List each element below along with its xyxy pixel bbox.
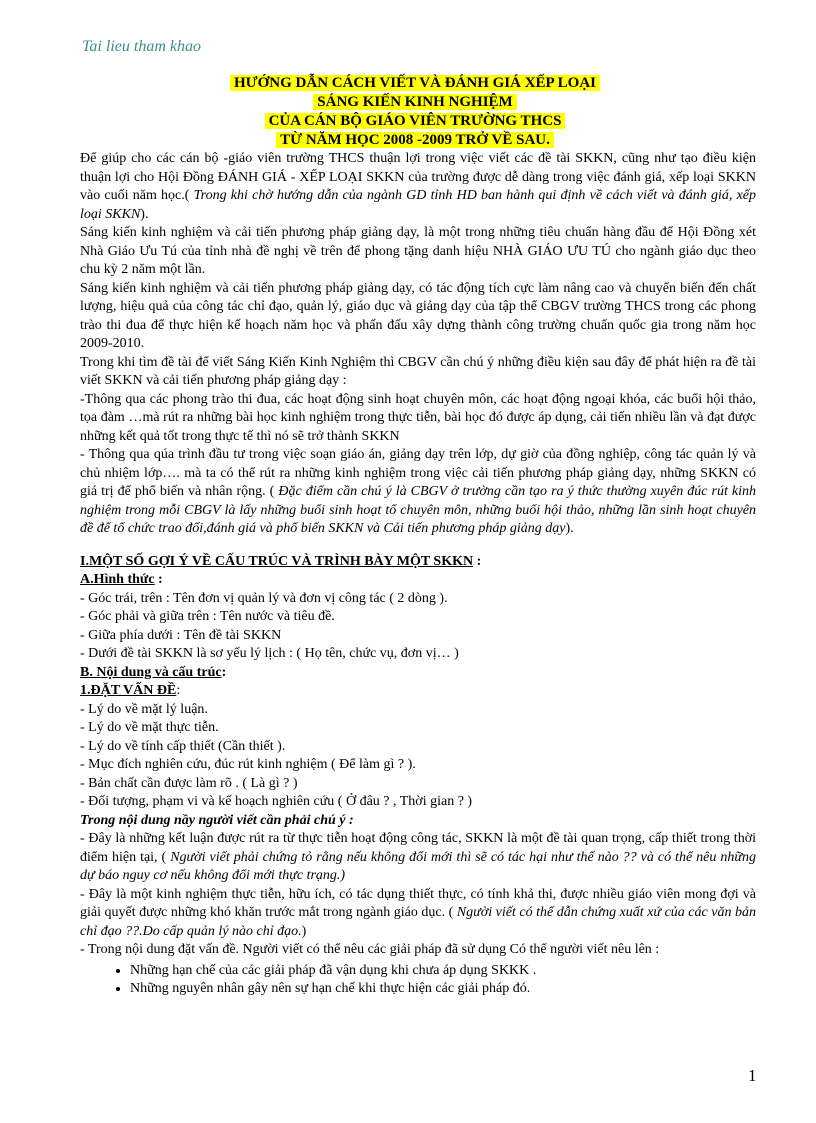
subsection-a-suffix: : — [154, 572, 163, 587]
section-heading-text: I.MỘT SỐ GỢI Ý VỀ CẤU TRÚC VÀ TRÌNH BÀY MỘT SKKN — [80, 553, 474, 569]
list-item: - Đối tượng, phạm vi và kế hoạch nghiên cứu ( Ở đâu ? , Thời gian ? ) — [80, 794, 473, 809]
intro-p6-italic: Đặc điểm cần chú ý là CBGV ở trường cần tạo ra ý thức thường xuyên đúc rút kinh nghiệm trong mỗi CBGV là lấy những buổi sinh hoạt tổ chuyên môn, những buổi hội thảo, những lần sinh hoạt chuyên đề để tổ chức trao đổi,đánh giá và phổ biến SKKN và Cải tiến phương pháp giảng dạy — [80, 484, 756, 536]
bullet-item: • Những nguyên nhân gây nên sự hạn chế khi thực hiện các giải pháp đó. — [130, 980, 756, 999]
list-item: - Mục đích nghiên cứu, đúc rút kinh nghiệm ( Để làm gì ? ). — [80, 757, 416, 772]
subsection-b1-text: 1.ĐẶT VẤN ĐỀ — [80, 683, 177, 698]
intro-paragraph-2: Sáng kiến kinh nghiệm và cải tiến phương pháp giảng dạy, là một trong những tiêu chuẩn hàng đầu để Hội Đồng xét Nhà Giáo Ưu Tú của tỉnh nhà đề nghị về trên để phong tặng danh hiệu NHÀ GIÁO ƯU TÚ cho ngành giáo dục theo chu kỳ 2 năm một lần. — [80, 225, 756, 277]
bullet-list — [80, 962, 756, 999]
list-item: - Lý do về mặt thực tiễn. — [80, 720, 219, 735]
note-paragraph-3: - Trong nội dung đặt vấn đề. Người viết có thể nêu các giải pháp đã sử dụng Có thể người viết nêu lên : — [80, 942, 660, 957]
note2-italic: Người viết có thể dẫn chứng xuất xứ của các văn bản chỉ đạo ??.Do cấp quản lý nào chỉ đạo. — [80, 905, 756, 939]
subsection-a-text: A.Hình thức — [80, 572, 155, 587]
page-number: 1 — [748, 1066, 757, 1085]
subsection-b1-suffix: : — [176, 683, 181, 698]
title-line-4: TỪ NĂM HỌC 2008 -2009 TRỞ VỀ SAU. — [276, 132, 554, 148]
watermark-text: Tai lieu tham khao — [82, 38, 201, 55]
intro-p6-end: ). — [565, 521, 574, 536]
list-item: - Dưới đề tài SKKN là sơ yếu lý lịch : ( Họ tên, chức vụ, đơn vị… ) — [80, 646, 459, 661]
intro-paragraph-3: Sáng kiến kinh nghiệm và cải tiến phương pháp giảng dạy, có tác động tích cực làm nâng cao và chuyển biến đến chất lượng, hiệu quả của công tác chỉ đạo, quản lý, giáo dục và giảng dạy của tập thể CBGV trường THCS trong các phong trào thi đua để thực hiện kế hoạch năm học và phấn đấu xây dựng thành công trường chuẩn quốc gia trong năm học 2009-2010. — [80, 280, 756, 351]
subsection-b-suffix: : — [221, 664, 227, 680]
intro-paragraph-1 — [80, 150, 756, 224]
list-item: - Góc phải và giữa trên : Tên nước và tiêu đề. — [80, 609, 335, 624]
title-line-2: SÁNG KIẾN KINH NGHIỆM — [313, 94, 516, 110]
note2-text: - Đây là một kinh nghiệm thực tiễn, hữu ích, có tác dụng thiết thực, có tính khả thi, được nhiều giáo viên mong đợi và giải quyết được những khó khăn trước mắt trong ngành giáo dục. ( — [80, 886, 756, 920]
document-body — [80, 150, 756, 999]
subsection-a-heading — [80, 571, 756, 590]
subsection-b1-heading — [80, 682, 756, 701]
list-item: - Lý do về tính cấp thiết (Cần thiết ). — [80, 738, 286, 754]
section-heading — [80, 553, 756, 572]
intro-paragraph-4: Trong khi tìm đề tài để viết Sáng Kiến Kinh Nghiệm thì CBGV cần chú ý những điều kiện sau đây để phát hiện ra đề tài viết SKKN và cải tiến phương pháp giảng dạy : — [80, 354, 756, 388]
intro-p1-italic: Trong khi chờ hướng dẫn của ngành GD tỉnh HD ban hành qui định về cách viết và đánh giá, xếp loại SKKN — [80, 188, 756, 222]
intro-p1-text: Để giúp cho các cán bộ -giáo viên trường THCS thuận lợi trong việc viết các đề tài SKKN, cũng như tạo điều kiện thuận lợi cho Hội Đồng ĐÁNH GIÁ - XẾP LOẠI SKKN của trường được dễ dàng trong việc đánh giá, xếp loại SKKN vào cuối năm học.( — [80, 151, 756, 203]
document-title — [80, 74, 750, 150]
subsection-b-text: B. Nội dung và cấu trúc — [80, 664, 222, 680]
title-line-3: CỦA CÁN BỘ GIÁO VIÊN TRƯỜNG THCS — [265, 113, 566, 129]
note-heading: Trong nội dung nầy người viết cần phải chú ý : — [80, 812, 354, 828]
list-item: - Giữa phía dưới : Tên đề tài SKKN — [80, 627, 282, 643]
note2-end: ) — [301, 923, 307, 939]
intro-p1-end: ). — [140, 206, 149, 222]
title-line-1: HƯỚNG DẪN CÁCH VIẾT VÀ ĐÁNH GIÁ XẾP LOẠI — [230, 75, 600, 91]
intro-paragraph-5: -Thông qua các phong trào thi đua, các hoạt động sinh hoạt chuyên môn, các hoạt động ngoại khóa, các buổi hội thảo, tọa đàm …mà rút ra những bài học kinh nghiệm trong thực tiễn, bài học đó được áp dụng, cải tiến nhiều lần và đạt được những kết quả tốt trong thực tế thì nó sẽ trở thành SKKN — [80, 391, 756, 444]
intro-p6-text: - Thông qua qúa trình đầu tư trong việc soạn giáo án, giảng dạy trên lớp, dự giờ của đồng nghiệp, công tác quản lý và chủ nhiệm lớp…. mà ta có thể rút ra những kinh nghiệm trong việc cải tiến phương pháp giảng dạy, những SKKN có giá trị để phổ biến và nhân rộng. ( — [80, 447, 756, 499]
list-item: - Góc trái, trên : Tên đơn vị quản lý và đơn vị công tác ( 2 dòng ). — [80, 590, 448, 606]
note-paragraph-1 — [80, 830, 756, 886]
bullet-item: • Những hạn chế của các giải pháp đã vận dụng khi chưa áp dụng SKKK . — [130, 962, 756, 981]
subsection-b-heading — [80, 664, 756, 683]
intro-paragraph-6 — [80, 446, 756, 539]
note1-italic: Người viết phải chứng tỏ rằng nếu không đổi mới thì sẽ có tác hại như thế nào ?? và có thể nêu những dự báo nguy cơ nếu không đổi mới thực trạng.) — [80, 849, 756, 883]
note-paragraph-2 — [80, 886, 756, 942]
list-item: - Lý do về mặt lý luận. — [80, 701, 208, 717]
list-item: - Bản chất cần được làm rõ . ( Là gì ? ) — [80, 775, 298, 791]
section-heading-suffix: : — [473, 553, 482, 569]
note1-text: - Đây là những kết luận được rút ra từ thực tiễn hoạt động công tác, SKKN là một đề tài quan trọng, cấp thiết trong thời điểm hiện tại, ( — [80, 831, 756, 865]
